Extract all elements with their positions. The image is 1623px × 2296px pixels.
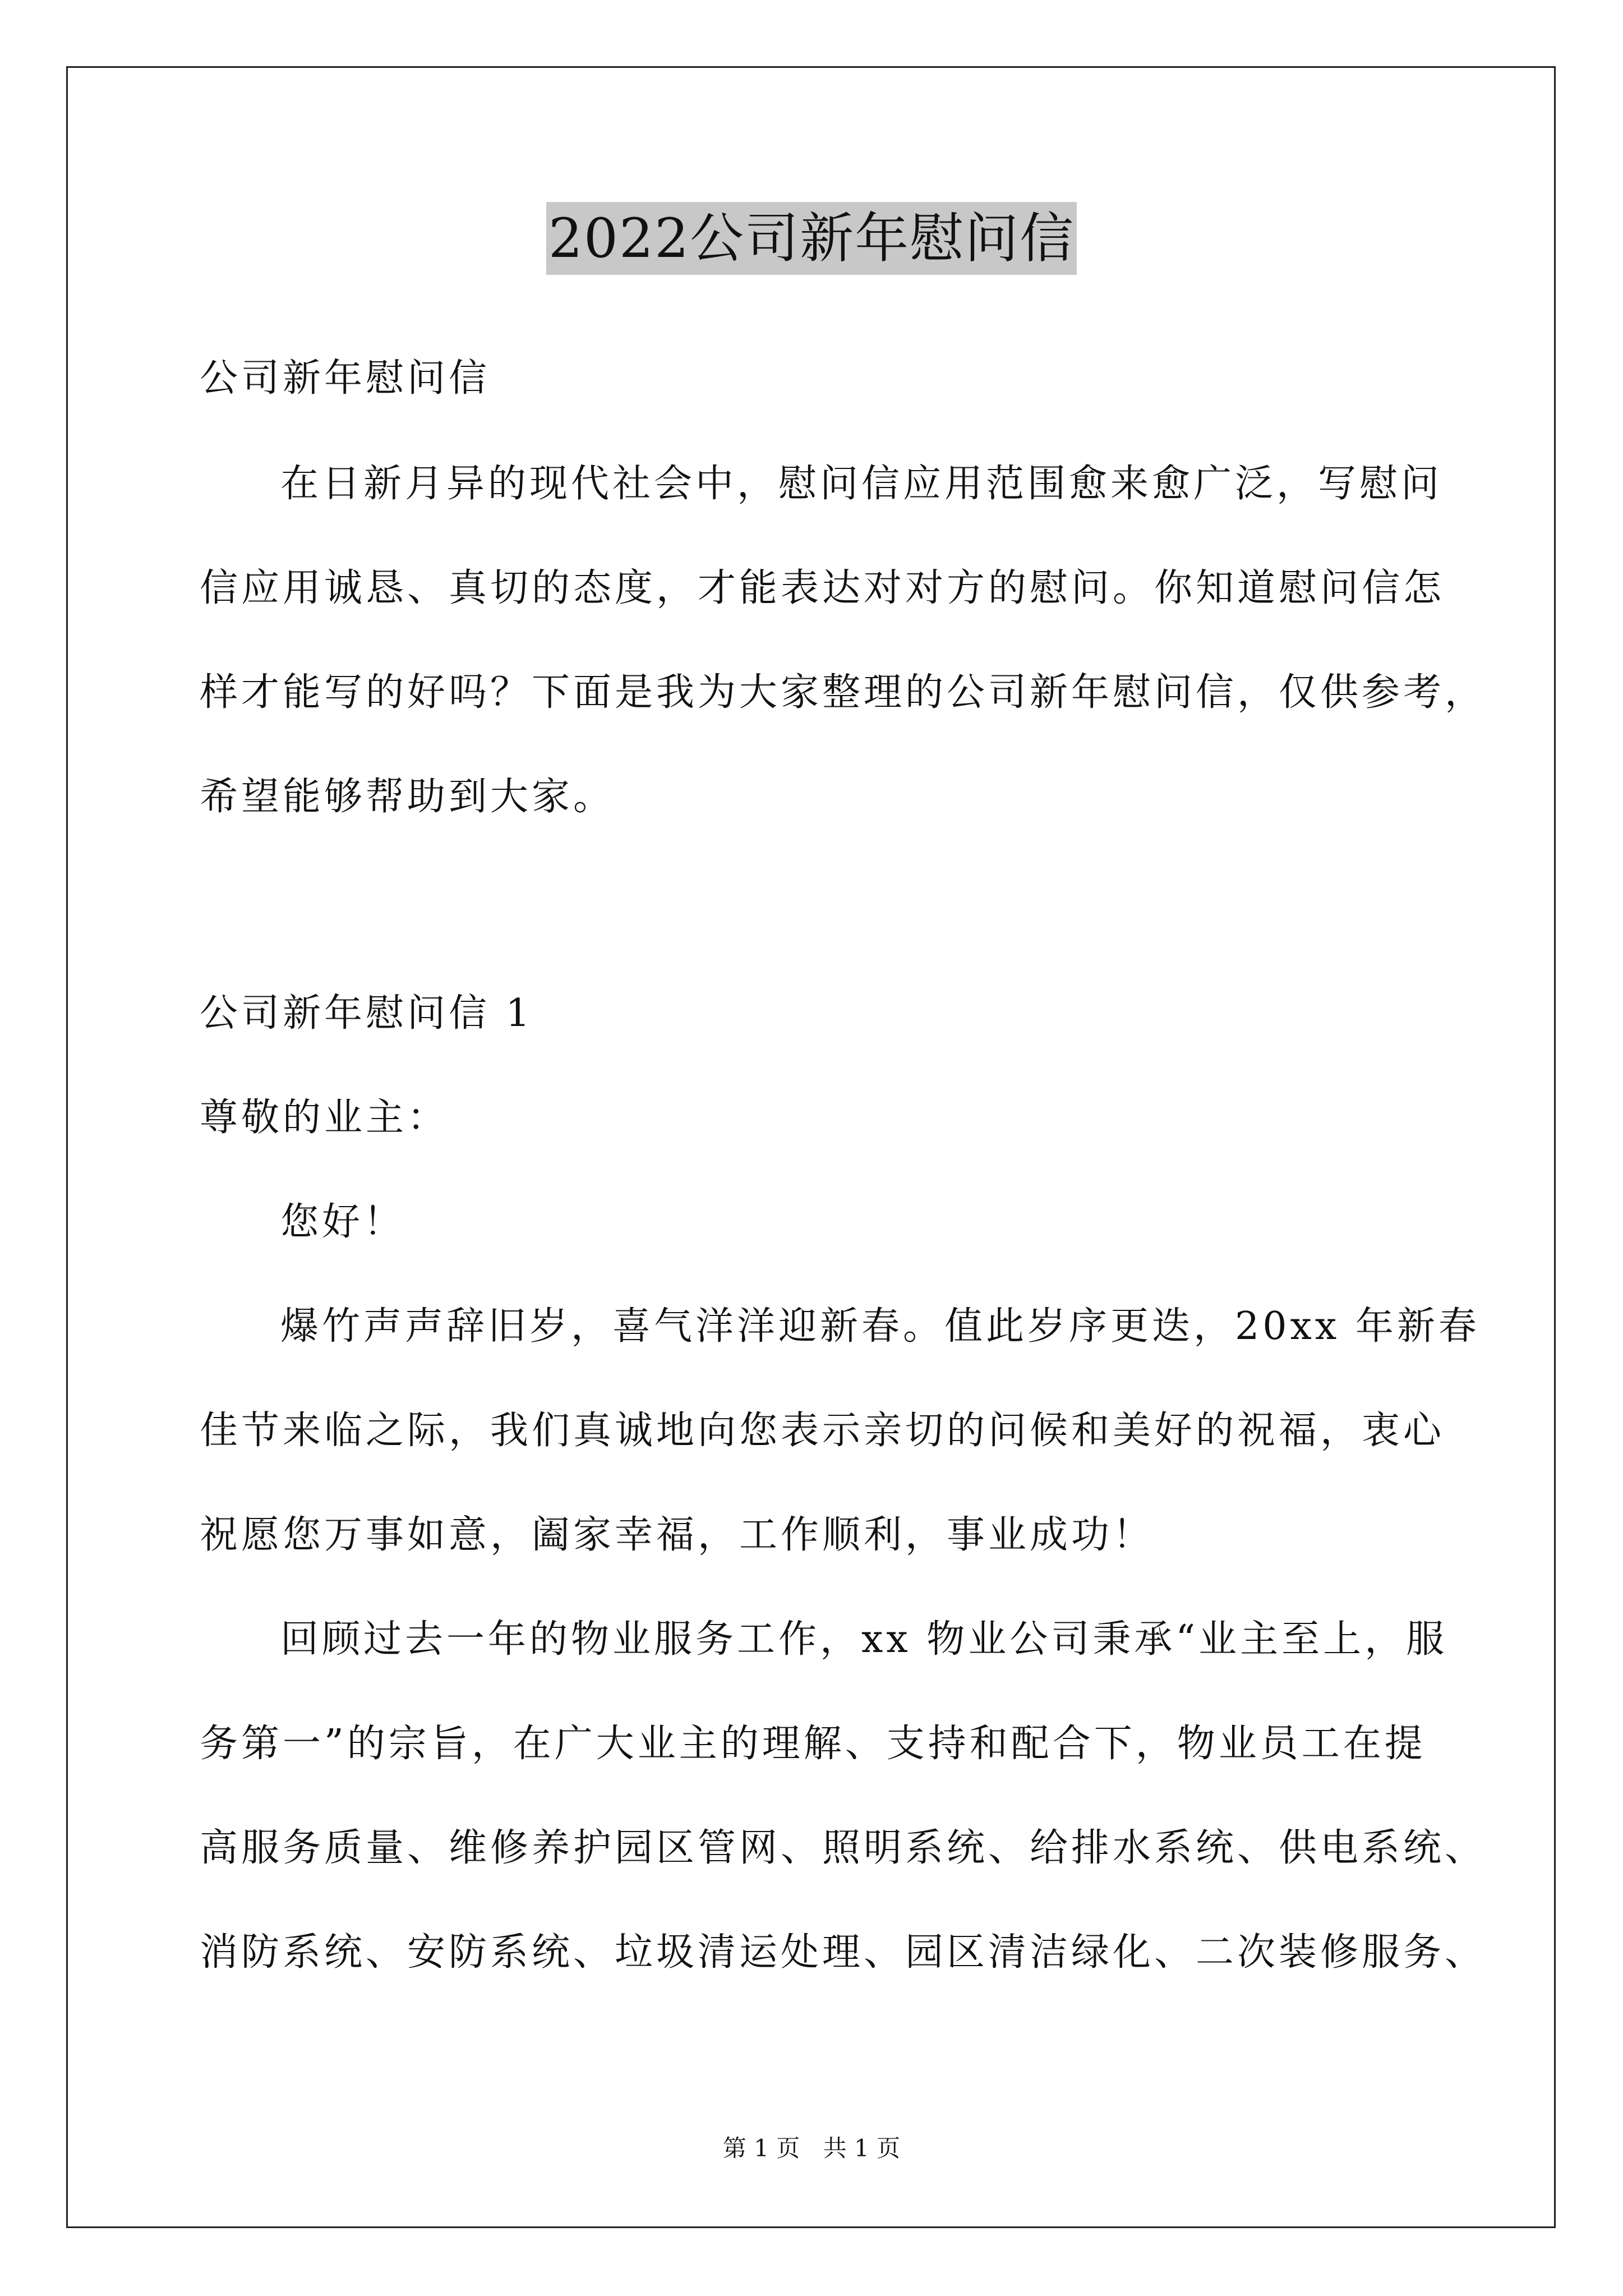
paragraph-line: 希望能够帮助到大家。 xyxy=(200,775,615,819)
paragraph-line: 在日新月异的现代社会中，慰问信应用范围愈来愈广泛，写慰问 xyxy=(280,462,1443,506)
paragraph-line: 高服务质量、维修养护园区管网、照明系统、给排水系统、供电系统、 xyxy=(200,1826,1487,1870)
page-total: 共 1 页 xyxy=(823,2134,901,2162)
paragraph-line: 祝愿您万事如意，阖家幸福，工作顺利，事业成功！ xyxy=(200,1513,1155,1557)
paragraph-line: 爆竹声声辞旧岁，喜气洋洋迎新春。值此岁序更迭，20xx 年新春 xyxy=(280,1304,1480,1349)
salutation: 尊敬的业主： xyxy=(200,1096,449,1140)
page-number: 第 1 页 xyxy=(722,2134,800,2162)
paragraph-line: 消防系统、安防系统、垃圾清运处理、园区清洁绿化、二次装修服务、 xyxy=(200,1930,1487,1975)
letter-heading: 公司新年慰问信 1 xyxy=(200,991,533,1036)
paragraph-line: 务第一”的宗旨，在广大业主的理解、支持和配合下，物业员工在提 xyxy=(200,1722,1426,1766)
paragraph-line: 回顾过去一年的物业服务工作，xx 物业公司秉承“业主至上，服 xyxy=(280,1617,1448,1662)
paragraph-line: 佳节来临之际，我们真诚地向您表示亲切的问候和美好的祝福，衷心 xyxy=(200,1409,1445,1453)
title-container xyxy=(0,202,1623,275)
section-heading: 公司新年慰问信 xyxy=(200,356,491,401)
paragraph-line: 信应用诚恳、真切的态度，才能表达对对方的慰问。你知道慰问信怎 xyxy=(200,566,1445,610)
page-footer xyxy=(0,2132,1623,2165)
greeting: 您好！ xyxy=(280,1200,405,1244)
paragraph-line: 样才能写的好吗？下面是我为大家整理的公司新年慰问信，仅供参考， xyxy=(200,670,1487,715)
document-title: 2022公司新年慰问信 xyxy=(546,202,1077,275)
